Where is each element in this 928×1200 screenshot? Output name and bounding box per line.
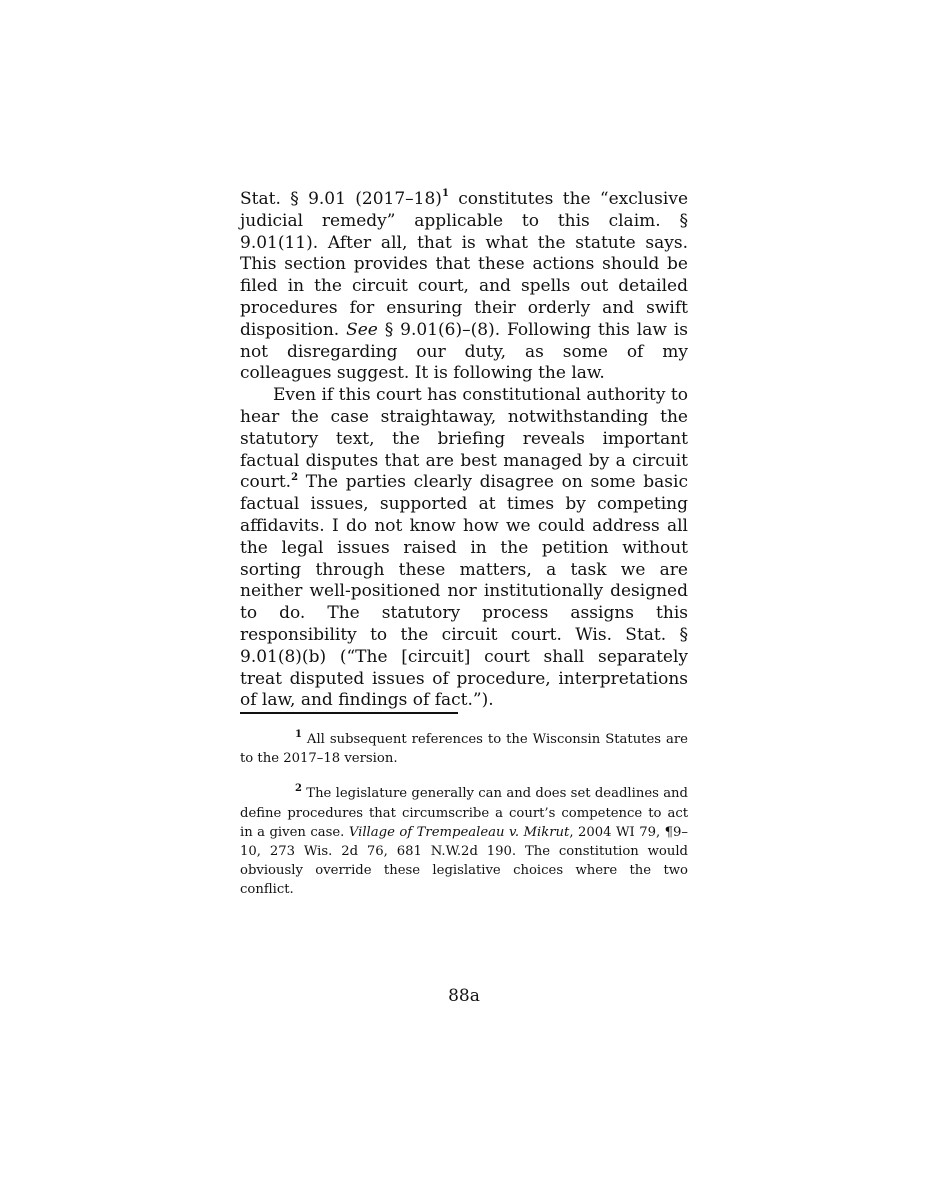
document-page [240, 0, 688, 1200]
footnote-2-mark: 2 [295, 783, 302, 795]
footnote-ref-1: 1 [441, 188, 449, 200]
footnote-1 [240, 730, 688, 768]
paragraph-1-text-b: constitutes the “exclusive judicial remedy” applicable to this claim. § 9.01(11). After all, that is what the statute says. This section provides that these actions should be filed in the circuit court, and spells out detailed procedures for ensuring their orderly and swift disposition. [240, 189, 689, 340]
footnote-2-case-name: Village of Trempealeau v. Mikrut [348, 824, 570, 840]
page-number: 88a [448, 986, 480, 1006]
footnote-1-mark: 1 [295, 728, 302, 740]
paragraph-1-text-c: § 9.01(6)–(8). Following this law is not disregarding our duty, as some of my colleagues suggest. It is following the law. [240, 319, 688, 384]
paragraph-1 [240, 189, 688, 385]
footnote-2 [240, 784, 688, 899]
see-signal: See [346, 319, 378, 340]
footnote-1-text: All subsequent references to the Wisconsin Statutes are to the 2017–18 version. [240, 732, 688, 767]
footnote-2-text-b: , 2004 WI 79, ¶9–10, 273 Wis. 2d 76, 681 N.W.2d 190. The constitution would obviously override these legislative choices where the two conflict. [240, 824, 689, 898]
body-text [240, 189, 688, 712]
footnote-divider [240, 712, 458, 714]
paragraph-1-text-a: Stat. § 9.01 (2017–18) [240, 189, 442, 209]
footnote-ref-2: 2 [291, 471, 299, 483]
footnotes [240, 730, 688, 916]
paragraph-2 [240, 385, 688, 712]
paragraph-2-text-b: The parties clearly disagree on some basic factual issues, supported at times by competing affidavits. I do not know how we could address all the legal issues raised in the petition without sorting through these matters, a task we are neither well-positioned nor institutionally designed to do. The statutory process assigns this responsibility to the circuit court. Wis. Stat. § 9.01(8)(b) (“The [circuit] court shall separately treat disputed issues of procedure, interpretations of law, and findings of fact.”). [240, 472, 688, 711]
footnote-2-text-a: The legislature generally can and does set deadlines and define procedures that circumscribe a court’s competence to act in a given case. [240, 786, 688, 840]
paragraph-2-text-a: Even if this court has constitutional authority to hear the case straightaway, notwithstanding the statutory text, the briefing reveals important factual disputes that are best managed by a circuit court. [240, 385, 688, 493]
